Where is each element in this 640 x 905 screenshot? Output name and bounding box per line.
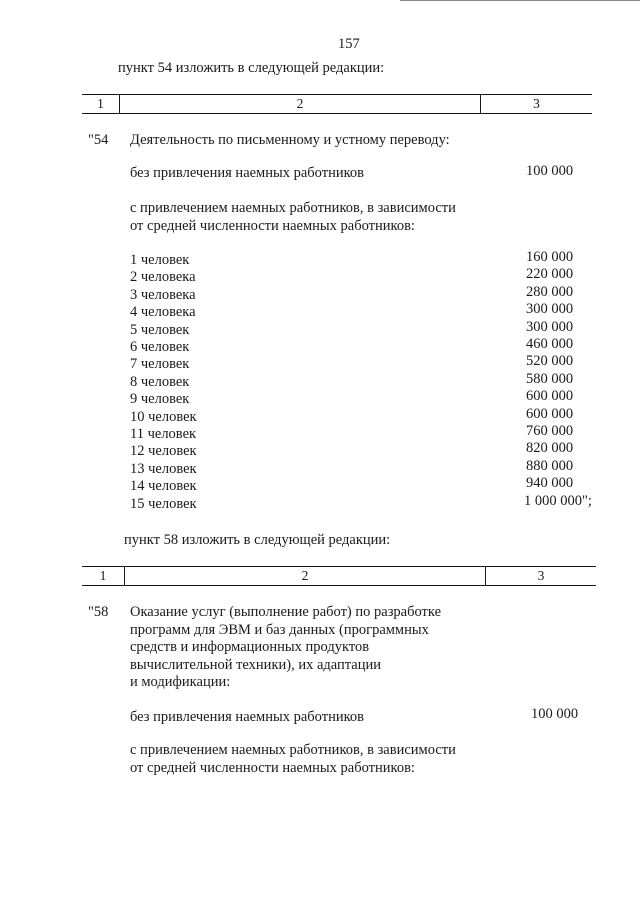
section-54-title: Деятельность по письменному и устному переводу: bbox=[130, 132, 450, 148]
employee-count-label: 15 человек bbox=[130, 495, 197, 512]
employee-count-label: 2 человека bbox=[130, 269, 196, 286]
header-col-3: 3 bbox=[533, 96, 540, 111]
table-row bbox=[130, 492, 600, 513]
with-employees-line: от средней численности наемных работников: bbox=[130, 759, 415, 776]
amount-value: 220 000 bbox=[526, 266, 574, 283]
amount-value: 600 000 bbox=[526, 405, 574, 422]
employee-count-label: 10 человек bbox=[130, 408, 197, 425]
amount-value: 460 000 bbox=[526, 336, 574, 352]
amount-value: 600 000 bbox=[526, 388, 574, 405]
amount-value: 300 000 bbox=[526, 301, 574, 318]
amount-value: 1 000 000"; bbox=[524, 492, 592, 509]
title-line: Оказание услуг (выполнение работ) по разработке bbox=[130, 604, 442, 620]
header-col-2: 2 bbox=[301, 568, 309, 583]
amount-value: 300 000 bbox=[526, 318, 574, 335]
title-line: программ для ЭВМ и баз данных (программных bbox=[130, 621, 429, 638]
with-employees-label bbox=[130, 742, 456, 777]
employee-count-label: 8 человек bbox=[130, 373, 190, 390]
header-col-2: 2 bbox=[296, 96, 304, 111]
amount-value: 760 000 bbox=[526, 423, 574, 439]
employee-count-label: 3 человека bbox=[130, 286, 196, 303]
amount-value: 880 000 bbox=[526, 457, 574, 474]
employee-count-label: 1 человек bbox=[130, 252, 190, 268]
employee-count-label: 4 человека bbox=[130, 304, 196, 321]
title-line: и модификации: bbox=[130, 674, 231, 690]
amount-value: 160 000 bbox=[526, 249, 574, 265]
section-54-column-header bbox=[82, 94, 592, 114]
employee-count-label: 13 человек bbox=[130, 460, 197, 477]
section-58-intro: пункт 58 изложить в следующей редакции: bbox=[124, 532, 391, 548]
employee-count-label: 6 человек bbox=[130, 339, 190, 355]
no-employees-label: без привлечения наемных работников bbox=[130, 709, 364, 725]
employee-count-label: 14 человек bbox=[130, 478, 197, 495]
header-col-3: 3 bbox=[537, 568, 545, 583]
employee-count-label: 5 человек bbox=[130, 321, 190, 338]
no-employees-value: 100 000 bbox=[526, 163, 574, 179]
employee-count-label: 9 человек bbox=[130, 391, 190, 408]
title-line: средств и информационных продуктов bbox=[130, 639, 370, 655]
with-employees-line: от средней численности наемных работников: bbox=[130, 217, 415, 234]
scan-edge-line bbox=[400, 0, 640, 1]
employee-count-label: 11 человек bbox=[130, 426, 197, 442]
no-employees-value: 100 000 bbox=[531, 706, 579, 722]
section-58-number: "58 bbox=[88, 604, 109, 620]
section-58-title bbox=[130, 604, 441, 692]
header-col-1: 1 bbox=[97, 96, 104, 111]
amount-value: 820 000 bbox=[526, 440, 574, 457]
amount-value: 940 000 bbox=[526, 475, 574, 492]
page-number: 157 bbox=[338, 36, 360, 52]
amount-value: 280 000 bbox=[526, 283, 574, 300]
with-employees-line: с привлечением наемных работников, в зависимости bbox=[130, 742, 456, 758]
section-54-intro: пункт 54 изложить в следующей редакции: bbox=[118, 60, 385, 76]
employee-count-label: 7 человек bbox=[130, 356, 190, 373]
title-line: вычислительной техники), их адаптации bbox=[130, 656, 382, 673]
section-58-column-header bbox=[82, 566, 596, 586]
with-employees-label bbox=[130, 200, 456, 235]
no-employees-label: без привлечения наемных работников bbox=[130, 165, 364, 181]
header-col-1: 1 bbox=[99, 568, 107, 583]
amount-value: 580 000 bbox=[526, 370, 574, 387]
amount-value: 520 000 bbox=[526, 353, 574, 370]
section-54-number: "54 bbox=[88, 132, 109, 148]
with-employees-line: с привлечением наемных работников, в зависимости bbox=[130, 200, 456, 216]
employee-count-label: 12 человек bbox=[130, 443, 197, 460]
